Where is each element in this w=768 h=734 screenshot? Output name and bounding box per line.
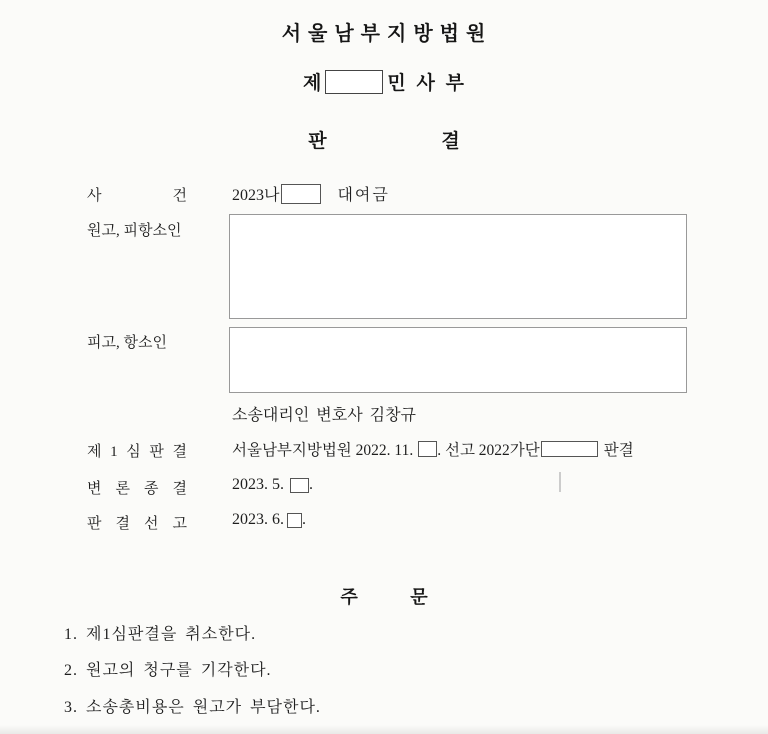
order-item-2: 2. 원고의 청구를 기각한다.	[64, 662, 272, 679]
sentencing-label: 판 결 선 고	[87, 516, 187, 532]
counsel-line: 소송대리인 변호사 김창규	[232, 407, 417, 424]
redaction-box-plaintiff	[229, 214, 687, 319]
first-trial-docket-prefix: . 선고 2022가단	[437, 442, 540, 459]
order-item-1: 1. 제1심판결을 취소한다.	[64, 626, 257, 643]
closing-arguments-line	[232, 476, 313, 494]
sentencing-period: .	[302, 511, 306, 528]
first-trial-line	[232, 438, 634, 460]
closing-arguments-date: 2023. 5.	[232, 476, 284, 493]
division-line	[0, 68, 768, 95]
redaction-box-defendant	[229, 327, 687, 393]
court-name-title: 서 울 남 부 지 방 법 원	[281, 23, 487, 45]
first-trial-court-date: 서울남부지방법원 2022. 11.	[232, 442, 414, 459]
order-heading: 주 문	[340, 587, 428, 607]
redaction-box-first-trial-day	[418, 441, 437, 457]
case-label: 사 건	[87, 188, 187, 204]
redaction-box-closing-day	[290, 478, 309, 493]
plaintiff-label: 원고, 피항소인	[87, 223, 182, 239]
order-item-3: 3. 소송총비용은 원고가 부담한다.	[64, 699, 321, 716]
redaction-box-division-number	[325, 70, 383, 94]
redaction-box-first-trial-docket	[541, 441, 598, 457]
closing-arguments-period: .	[309, 476, 313, 493]
division-prefix: 제	[303, 73, 322, 94]
scan-artifact-line	[559, 472, 561, 492]
case-type: 대여금	[337, 187, 390, 204]
case-number-line	[232, 182, 390, 205]
defendant-label: 피고, 항소인	[87, 335, 167, 351]
case-number-prefix: 2023나	[232, 187, 280, 204]
first-trial-suffix: 판결	[603, 442, 634, 459]
sentencing-line	[232, 511, 306, 529]
sentencing-date: 2023. 6.	[232, 511, 284, 528]
closing-arguments-label: 변 론 종 결	[87, 481, 187, 497]
division-suffix: 민 사 부	[387, 73, 465, 94]
first-trial-label: 제 1 심 판 결	[87, 444, 187, 460]
redaction-box-case-number	[281, 184, 321, 204]
redaction-box-sentencing-day	[287, 513, 302, 528]
judgment-heading: 판 결	[308, 131, 460, 152]
